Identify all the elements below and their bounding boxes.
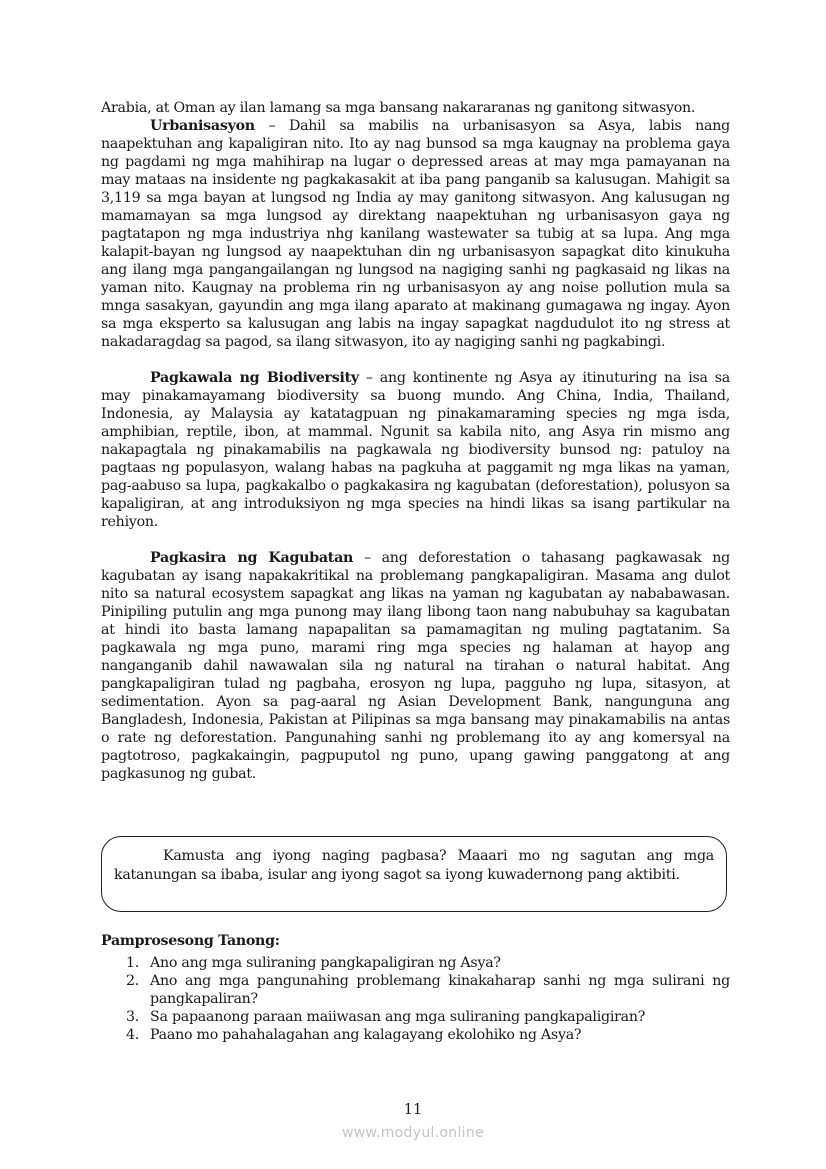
- question-number: 2.: [126, 973, 140, 989]
- kagubatan-text: – ang deforestation o tahasang pagkawasak ng kagubatan ay isang napakakritikal na problemang pangkapaligiran. Masama ang dulot nito sa natural ecosystem sapagkat ang likas na yaman ng kagubatan ay nababawasan. Pinipiling putulin ang mga punong may ilang libong taon nang nabubuhay sa kagubatan at hindi ito basta lamang napapalitan sa pamamagitan ng muling pagtatanim. Sa pagkawala ng mga puno, marami ring mga species ng halaman at hayop ang nanganganib dahil nawawalan sila ng natural na tirahan o natural habitat. Ang pangkapaligiran tulad ng pagbaha, erosyon ng lupa, pagguho ng lupa, sitasyon, at sedimentation. Ayon sa pag-aaral ng Asian Development Bank, nangunguna ang Bangladesh, Indonesia, Pakistan at Pilipinas sa mga bansang may pinakamabilis na antas o rate ng deforestation. Pangunahing sanhi ng problemang ito ay ang komersyal na pagtotroso, pagkakaingin, pagpuputol ng puno, upang gawing panggatong at ang pagkasunog ng gubat.: [101, 550, 730, 782]
- question-number: 1.: [126, 955, 140, 971]
- instruction-callout-box: [101, 836, 727, 912]
- question-item: [101, 972, 730, 1008]
- questions-heading: Pamprosesong Tanong:: [101, 933, 280, 949]
- question-item: [101, 1026, 730, 1044]
- urbanisasyon-text: – Dahil sa mabilis na urbanisasyon sa Asya, labis nang naapektuhan ang kapaligiran nito. Ito ay nag bunsod sa mga kaugnay na problema gaya ng pagdami ng mga mahihirap na lugar o depressed areas at may mga pamayanan na may mataas na insidente ng pagkakasakit at iba pang panganib sa kalusugan. Mahigit sa 3,119 sa mga bayan at lungsod ng India ay may ganitong sitwasyon. Ang kalusugan ng mamamayan sa mga lungsod ay direktang naapektuhan ng urbanisasyon gaya ng pagtatapon ng mga industriya nhg kanilang wastewater sa tubig at sa lupa. Ang mga kalapit-bayan ng lungsod ay naapektuhan din ng urbanisasyon sapagkat dito kinukuha ang ilang mga pangangailangan ng lungsod na nagiging sanhi ng pagkasaid ng likas na yaman nito. Kaugnay na problema rin ng urbanisasyon ay ang noise pollution mula sa mnga sasakyan, gayundin ang mga ilang aparato at makinang gumagawa ng ingay. Ayon sa mga eksperto sa kalusugan ang labis na ingay sapagkat nagdudulot ito ng stress at nakadaragdag sa pagod, sa ilang sitwasyon, ito ay nagiging sanhi ng pagkabingi.: [101, 118, 730, 350]
- question-item: [101, 954, 730, 972]
- biodiversity-paragraph: [101, 369, 730, 531]
- continuation-paragraph: Arabia, at Oman ay ilan lamang sa mga bansang nakararanas ng ganitong sitwasyon.: [101, 100, 696, 116]
- question-text: Ano ang mga pangunahing problemang kinakaharap sanhi ng mga sulirani ng pangkapaliran?: [150, 973, 730, 1007]
- urbanisasyon-term: Urbanisasyon: [150, 118, 255, 134]
- processing-questions: [101, 932, 730, 1044]
- kagubatan-paragraph: [101, 549, 730, 783]
- urbanisasyon-paragraph: [101, 117, 730, 351]
- kagubatan-term: Pagkasira ng Kagubatan: [150, 550, 354, 566]
- page-number: 11: [403, 1102, 423, 1118]
- questions-list: [101, 954, 730, 1044]
- biodiversity-term: Pagkawala ng Biodiversity: [150, 370, 359, 386]
- question-text: Paano mo pahahalagahan ang kalagayang ekolohiko ng Asya?: [150, 1027, 582, 1043]
- question-text: Ano ang mga suliraning pangkapaligiran ng Asya?: [150, 955, 501, 971]
- watermark: www.modyul.online: [342, 1125, 484, 1141]
- question-item: [101, 1008, 730, 1026]
- question-number: 4.: [126, 1027, 140, 1043]
- callout-text: Kamusta ang iyong naging pagbasa? Maaari mo ng sagutan ang mga katanungan sa ibaba, isular ang iyong sagot sa iyong kuwadernong pang aktibiti.: [114, 848, 714, 883]
- biodiversity-text: – ang kontinente ng Asya ay itinuturing na isa sa may pinakamayamang biodiversity sa buong mundo. Ang China, India, Thailand, Indonesia, ay Malaysia ay katatagpuan ng pinakamaraming species ng mga isda, amphibian, reptile, ibon, at mammal. Ngunit sa kabila nito, ang Asya rin mismo ang nakapagtala ng pinakamabilis na pagkawala ng biodiversity bunsod ng: patuloy na pagtaas ng populasyon, walang habas na pagkuha at paggamit ng mga likas na yaman, pag-aabuso sa lupa, pagkakalbo o pagkakasira ng kagubatan (deforestation), polusyon sa kapaligiran, at ang introduksiyon ng mga species na hindi likas sa isang partikular na rehiyon.: [101, 370, 730, 530]
- question-text: Sa papaanong paraan maiiwasan ang mga suliraning pangkapaligiran?: [150, 1009, 646, 1025]
- document-body: [101, 99, 730, 783]
- question-number: 3.: [126, 1009, 140, 1025]
